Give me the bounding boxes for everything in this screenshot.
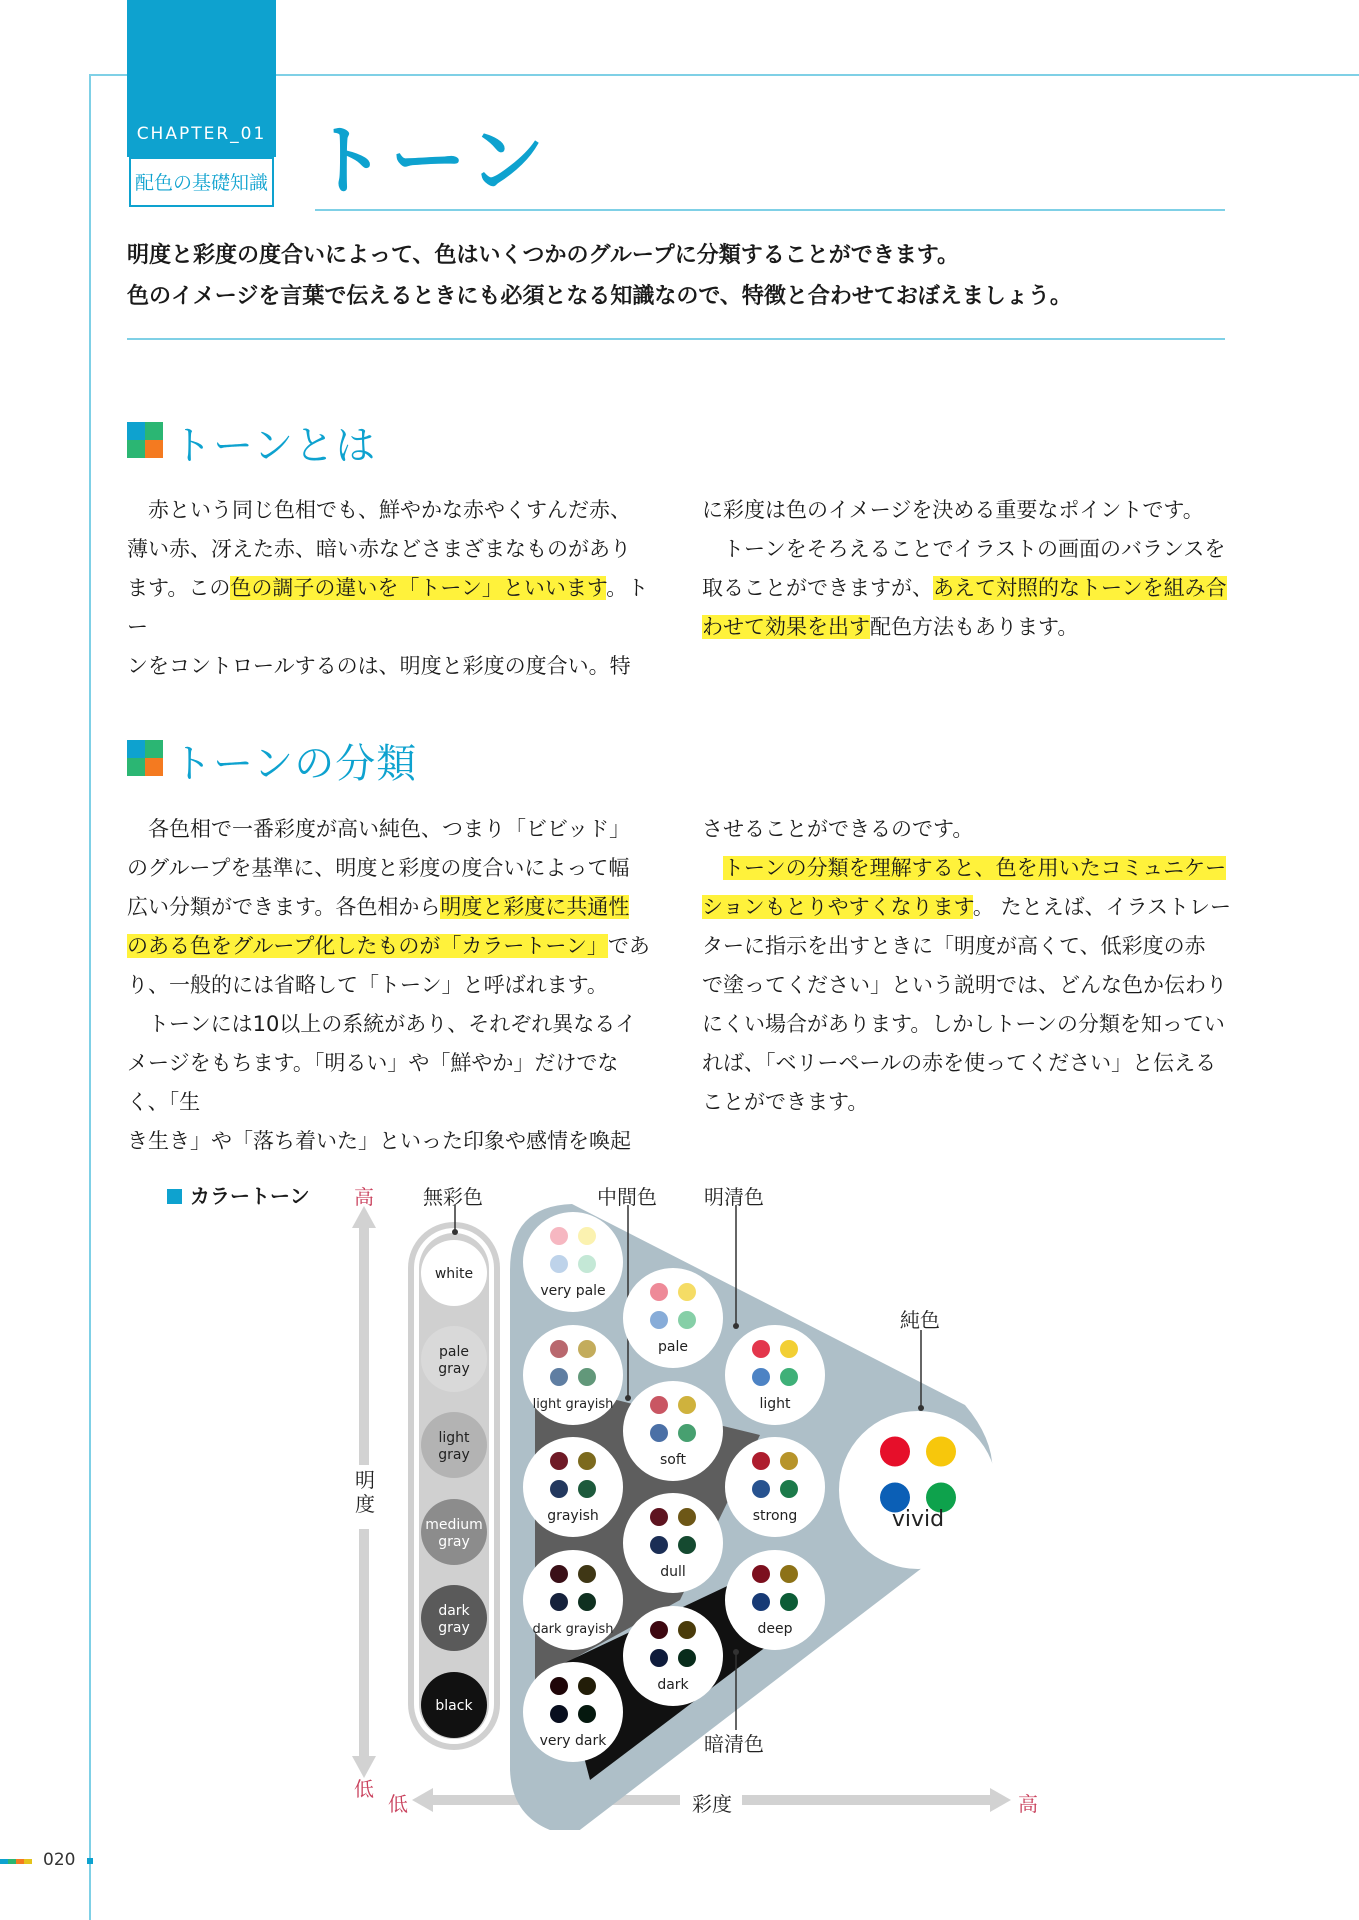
text-line: に彩度は色のイメージを決める重要なポイントです。 <box>702 498 1204 522</box>
gray-tone-medium <box>421 1499 487 1565</box>
gray-tone-label: light <box>438 1430 470 1446</box>
tone-swatch <box>578 1593 596 1611</box>
section1-right-column <box>702 491 1232 647</box>
text-line: させることができるのです。 <box>702 817 974 841</box>
tone-swatch <box>578 1340 596 1358</box>
tone-swatch <box>578 1452 596 1470</box>
text-line: トーンをそろえることでイラストの画面のバランスを <box>702 537 1226 561</box>
tone-label: vivid <box>891 1507 945 1532</box>
footer-bar <box>8 1859 16 1864</box>
footer-bar <box>16 1859 24 1864</box>
lead-rule <box>127 338 1225 340</box>
section2-left-column <box>127 810 657 1161</box>
tone-swatch <box>578 1705 596 1723</box>
tone-swatch <box>650 1649 668 1667</box>
footer-marker <box>87 1858 93 1864</box>
text-line: 薄い赤、冴えた赤、暗い赤などさまざまなものがあり <box>127 537 631 561</box>
gray-tone-label: pale <box>439 1344 469 1360</box>
tone-swatch <box>678 1283 696 1301</box>
tone-soft <box>624 1382 722 1480</box>
tone-swatch <box>650 1621 668 1639</box>
footer-bar <box>24 1859 32 1864</box>
tone-swatch <box>678 1536 696 1554</box>
tone-swatch <box>678 1396 696 1414</box>
tone-label: very pale <box>540 1283 606 1299</box>
tone-vivid <box>840 1412 996 1568</box>
text-line: ことができます。 <box>702 1090 869 1114</box>
tone-swatch <box>578 1255 596 1273</box>
tone-pale <box>624 1269 722 1367</box>
gray-tone-label: gray <box>438 1447 470 1463</box>
page-number: 020 <box>43 1850 76 1870</box>
gray-tone-label: medium <box>425 1517 483 1533</box>
tone-swatch <box>678 1508 696 1526</box>
tone-swatch <box>780 1480 798 1498</box>
text-line <box>702 849 1232 888</box>
tone-deep <box>726 1551 824 1649</box>
footer-bar <box>0 1859 8 1864</box>
text-line: にくい場合があります。しかしトーンの分類を知ってい <box>702 1012 1225 1036</box>
text-line: わせて効果を出す配色方法もあります。 <box>702 615 1079 639</box>
tone-swatch <box>780 1340 798 1358</box>
brightness-axis-label: 明 度 <box>355 1468 375 1516</box>
tone-swatch <box>650 1424 668 1442</box>
text-line: 取ることができますが、あえて対照的なトーンを組み合 <box>702 576 1227 600</box>
text-line: き生き」や「落ち着いた」といった印象や感情を喚起 <box>127 1129 631 1153</box>
brightness-low-label: 低 <box>354 1777 374 1801</box>
tone-dark <box>624 1607 722 1705</box>
gray-tone-label: dark <box>438 1603 470 1619</box>
gray-tone-pale <box>421 1326 487 1392</box>
text-line: 広い分類ができます。各色相から明度と彩度に共通性 <box>127 895 630 919</box>
achromatic-label: 無彩色 <box>423 1185 483 1209</box>
highlight: わせて効果を出す <box>702 615 870 639</box>
tone-swatch <box>650 1536 668 1554</box>
frame-top-line <box>89 74 1359 76</box>
gray-tone-label: gray <box>438 1534 470 1550</box>
text-line: ます。この色の調子の違いを「トーン」といいます。トー <box>127 576 649 639</box>
section2-right-column <box>702 810 1232 1122</box>
tone-swatch <box>650 1508 668 1526</box>
section-heading-tone: トーンとは <box>172 423 377 469</box>
tone-swatch <box>550 1227 568 1245</box>
text-line: 赤という同じ色相でも、鮮やかな赤やくすんだ赤、 <box>127 498 631 522</box>
tone-swatch <box>578 1480 596 1498</box>
tone-swatch <box>752 1565 770 1583</box>
gray-tone-label: white <box>434 1266 474 1282</box>
tone-very-pale <box>524 1213 622 1311</box>
tone-swatch <box>578 1368 596 1386</box>
saturation-low-label: 低 <box>388 1792 408 1816</box>
gray-tone-white <box>421 1240 487 1306</box>
tone-dark-grayish <box>524 1551 622 1649</box>
tone-label: dark <box>657 1677 689 1693</box>
tone-swatch <box>550 1480 568 1498</box>
tone-label: pale <box>658 1339 688 1355</box>
text-line: り、一般的には省略して「トーン」と呼ばれます。 <box>127 973 608 997</box>
text-line: のグループを基準に、明度と彩度の度合いによって幅 <box>127 856 630 880</box>
saturation-high-label: 高 <box>1018 1792 1038 1816</box>
tone-label: light grayish <box>532 1397 614 1412</box>
highlight: あえて対照的なトーンを組み合 <box>933 576 1227 600</box>
highlight: ションもとりやすくなります <box>702 895 973 919</box>
section1-left-column <box>127 491 657 686</box>
middle-color-label: 中間色 <box>597 1185 657 1209</box>
tone-swatch <box>550 1565 568 1583</box>
tone-swatch <box>650 1396 668 1414</box>
text-line: のある色をグループ化したものが「カラートーン」であ <box>127 934 650 958</box>
tone-label: very dark <box>539 1733 607 1749</box>
page-title: トーン <box>310 116 549 205</box>
text-line: ションもとりやすくなります。 たとえば、イラストレー <box>702 895 1231 919</box>
tone-swatch <box>678 1311 696 1329</box>
title-rule <box>315 209 1225 211</box>
tone-swatch <box>752 1368 770 1386</box>
dark-clear-color-label: 暗清色 <box>704 1732 764 1756</box>
tone-swatch <box>550 1593 568 1611</box>
pure-color-label: 純色 <box>900 1308 940 1332</box>
tone-label: deep <box>757 1621 793 1637</box>
tone-swatch <box>650 1283 668 1301</box>
text-line: ターに指示を出すときに「明度が高くて、低彩度の赤 <box>702 934 1206 958</box>
tone-label: grayish <box>547 1508 599 1524</box>
tone-swatch <box>880 1437 910 1467</box>
highlight: のある色をグループ化したものが「カラートーン」 <box>127 934 608 958</box>
tone-label: dull <box>660 1564 686 1580</box>
tone-swatch <box>780 1593 798 1611</box>
tone-light-grayish <box>524 1326 622 1424</box>
gray-tone-label: black <box>435 1698 473 1714</box>
text-line: ンをコントロールするのは、明度と彩度の度合い。特 <box>127 654 631 678</box>
text-line: で塗ってください」という説明では、どんな色か伝わり <box>702 973 1227 997</box>
text-line: 各色相で一番彩度が高い純色、つまり「ビビッド」 <box>127 817 631 841</box>
highlight: 明度と彩度に共通性 <box>440 895 630 919</box>
tone-swatch <box>550 1677 568 1695</box>
tone-swatch <box>752 1340 770 1358</box>
tone-swatch <box>780 1565 798 1583</box>
tone-swatch <box>578 1565 596 1583</box>
tone-swatch <box>578 1677 596 1695</box>
saturation-axis-label: 彩度 <box>692 1792 732 1816</box>
lead-line-2: 色のイメージを言葉で伝えるときにも必須となる知識なので、特徴と合わせておぼえましょう。 <box>127 284 1072 309</box>
tone-swatch <box>926 1437 956 1467</box>
tone-swatch <box>780 1368 798 1386</box>
tone-swatch <box>752 1480 770 1498</box>
tone-swatch <box>578 1227 596 1245</box>
text-line: トーンには10以上の系統があり、それぞれ異なるイ <box>127 1012 637 1036</box>
brightness-high-label: 高 <box>354 1185 374 1209</box>
tone-swatch <box>752 1593 770 1611</box>
tone-grayish <box>524 1438 622 1536</box>
tone-swatch <box>550 1368 568 1386</box>
highlight: 色の調子の違いを「トーン」といいます <box>230 576 607 600</box>
clear-color-label: 明清色 <box>704 1185 764 1209</box>
section-icon <box>127 740 163 776</box>
tone-swatch <box>780 1452 798 1470</box>
tone-swatch <box>550 1255 568 1273</box>
section-icon <box>127 422 163 458</box>
tone-label: dark grayish <box>532 1622 614 1637</box>
tone-swatch <box>752 1452 770 1470</box>
text-line: メージをもちます。「明るい」や「鮮やか」だけでなく、「生 <box>127 1051 619 1114</box>
tone-swatch <box>678 1649 696 1667</box>
chapter-subtitle: 配色の基礎知識 <box>134 172 268 194</box>
tone-label: light <box>759 1396 791 1412</box>
tone-swatch <box>550 1452 568 1470</box>
tone-label: soft <box>659 1452 687 1468</box>
diagram-title: カラートーン <box>167 1180 310 1209</box>
gray-tone-label: gray <box>438 1620 470 1636</box>
gray-tone-black <box>421 1672 487 1738</box>
tone-strong <box>726 1438 824 1536</box>
chapter-label: CHAPTER_01 <box>136 124 267 144</box>
tone-very-dark <box>524 1663 622 1761</box>
tone-label: strong <box>752 1508 798 1524</box>
tone-dull <box>624 1494 722 1592</box>
tone-swatch <box>678 1424 696 1442</box>
text-line: れば、「ベリーペールの赤を使ってください」と伝える <box>702 1051 1217 1075</box>
gray-tone-label: gray <box>438 1361 470 1377</box>
tone-swatch <box>550 1340 568 1358</box>
section-heading-classification: トーンの分類 <box>172 741 418 787</box>
color-tone-diagram <box>0 1150 1359 1830</box>
gray-tone-dark <box>421 1585 487 1651</box>
tone-swatch <box>678 1621 696 1639</box>
lead-line-1: 明度と彩度の度合いによって、色はいくつかのグループに分類することができます。 <box>127 243 960 268</box>
tone-swatch <box>650 1311 668 1329</box>
tone-swatch <box>550 1705 568 1723</box>
tone-light <box>726 1326 824 1424</box>
highlight: トーンの分類を理解すると、色を用いたコミュニケー <box>723 856 1227 880</box>
gray-tone-light <box>421 1412 487 1478</box>
